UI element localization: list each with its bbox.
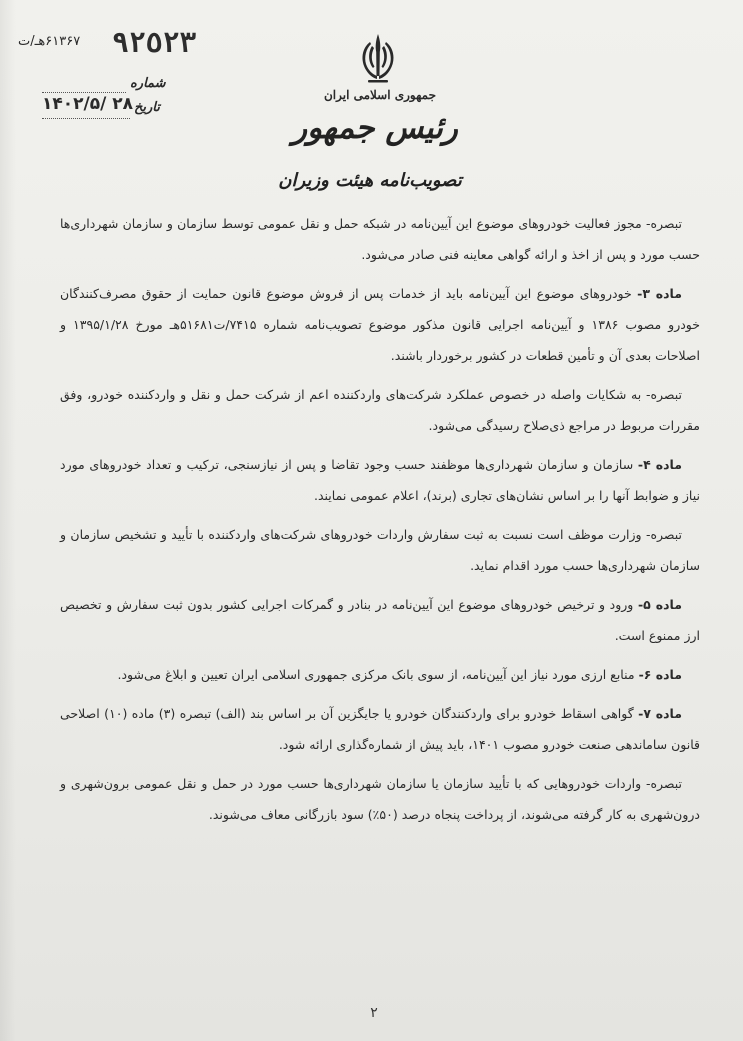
paragraph-text: منابع ارزی مورد نیاز این آیین‌نامه، از سوی بانک مرکزی جمهوری اسلامی ایران تعیین و ابلاغ می‌شود.	[117, 667, 639, 682]
paragraph	[60, 278, 700, 371]
paragraph-text: تبصره- مجوز فعالیت خودروهای موضوع این آیین‌نامه در شبکه حمل و نقل عمومی توسط سازمان و سازمان شهرداری‌ها حسب مورد و پس از اخذ و ارائه گواهی معاینه فنی صادر می‌شود.	[60, 216, 700, 262]
document-body	[60, 208, 700, 838]
article-label: ماده ۵-	[637, 597, 682, 612]
date-dotted-line	[42, 118, 130, 119]
paragraph	[60, 208, 700, 270]
paragraph-text: سازمان و سازمان شهرداری‌ها موظفند حسب وجود تقاضا و پس از نیازسنجی، ترکیب و تعداد خودروهای مورد نیاز و ضوابط آنها را بر اساس نشان‌های تجاری (برند)، اعلام عمومی نمایند.	[60, 457, 700, 503]
iran-emblem-icon	[350, 30, 406, 86]
number-label: شماره	[130, 76, 166, 91]
paragraph-text: تبصره- وزارت موظف است نسبت به ثبت سفارش واردات خودروهای شرکت‌های واردکننده با تأیید و تشخیص سازمان و سازمان شهرداری‌ها حسب مورد اقدام نماید.	[60, 527, 700, 573]
paragraph	[60, 589, 700, 651]
paragraph-text: تبصره- واردات خودروهایی که با تأیید سازمان یا سازمان شهرداری‌ها حسب مورد در حمل و نقل عمومی برون‌شهری و درون‌شهری به کار گرفته می‌شوند، از پرداخت پنجاه درصد (۵۰٪) سود بازرگانی معاف می‌شوند.	[60, 776, 700, 822]
paragraph-text: تبصره- به شکایات واصله در خصوص عملکرد شرکت‌های واردکننده اعم از شرکت حمل و نقل و واردکننده خودرو، وفق مقررات مربوط در مراجع ذی‌صلاح رسیدگی می‌شود.	[60, 387, 700, 433]
article-label: ماده ۳-	[637, 286, 682, 301]
article-label: ماده ۴-	[637, 457, 682, 472]
office-title: رئیس جمهور	[292, 110, 458, 146]
paragraph	[60, 698, 700, 760]
number-dotted-line	[42, 92, 126, 93]
paragraph	[60, 768, 700, 830]
stamp-number: ٩٢٥٢٣	[112, 26, 197, 59]
article-label: ماده ۷-	[638, 706, 682, 721]
paragraph-text: ورود و ترخیص خودروهای موضوع این آیین‌نامه در بنادر و گمرکات اجرایی کشور بدون ثبت سفارش و تخصیص ارز ممنوع است.	[60, 597, 700, 643]
paragraph	[60, 379, 700, 441]
article-label: ماده ۶-	[638, 667, 682, 682]
paragraph	[60, 519, 700, 581]
paragraph	[60, 659, 700, 690]
page-number: ۲	[370, 1005, 378, 1021]
paragraph-text: گواهی اسقاط خودرو برای واردکنندگان خودرو یا جایگزین آن بر اساس بند (الف) تبصره (۳) ماده (۱۰) اصلاحی قانون ساماندهی صنعت خودرو مصوب ۱۴۰۱، باید پیش از شماره‌گذاری ارائه شود.	[60, 706, 700, 752]
country-title: جمهوری اسلامی ایران	[323, 88, 437, 102]
date-value: ۱۴۰۲/۵/ ۲۸	[42, 94, 133, 114]
document-type: تصویب‌نامه هیئت وزیران	[278, 170, 462, 191]
date-label: تاریخ	[134, 100, 160, 115]
paragraph-text: خودروهای موضوع این آیین‌نامه باید از خدمات پس از فروش موضوع قانون حمایت از حقوق مصرف‌کنندگان خودرو مصوب ۱۳۸۶ و آیین‌نامه اجرایی قانون مذکور موضوع تصویب‌نامه شماره ۷۴۱۵/ت۵۱۶۸۱هـ مورخ ۱۳۹۵/۱/۲۸ و اصلاحات بعدی آن و تأمین قطعات در کشور برخوردار باشند.	[60, 286, 700, 363]
reference-number: ۶۱۳۶۷هـ/ت	[18, 34, 81, 49]
paragraph	[60, 449, 700, 511]
page-edge-shadow	[0, 0, 16, 1041]
